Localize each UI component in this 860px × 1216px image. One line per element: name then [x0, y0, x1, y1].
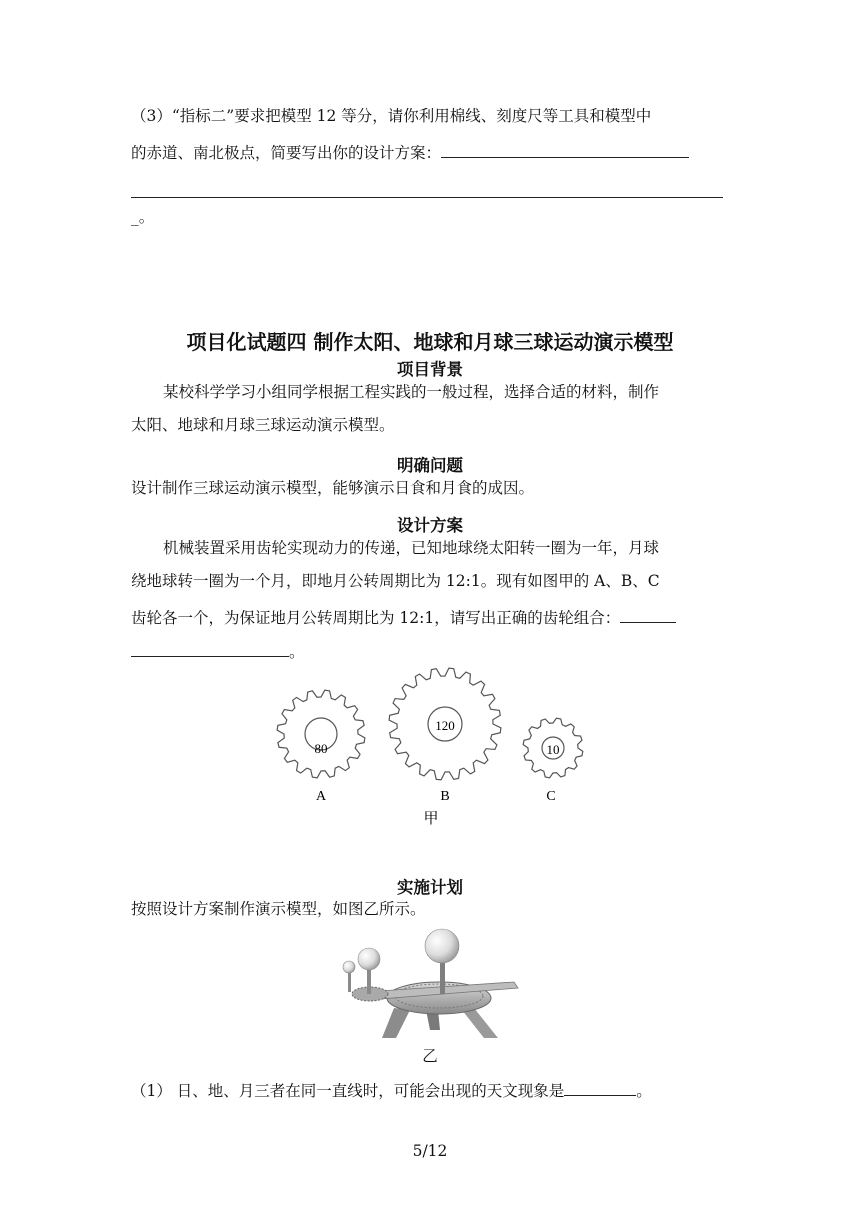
gear-a-teeth: 80 — [314, 741, 328, 756]
plan-heading: 实施计划 — [397, 878, 463, 897]
page-number: 5/12 — [412, 1142, 448, 1160]
design-line-4-end: 。 — [289, 643, 305, 661]
design-line-3 — [131, 608, 676, 628]
model-leg-left — [382, 1008, 410, 1038]
moon-ball — [343, 961, 355, 973]
answer-line[interactable] — [131, 196, 723, 198]
gearA-teeth-outline — [277, 690, 365, 778]
design-line-4 — [131, 642, 305, 662]
design-line-3-text: 齿轮各一个，为保证地月公转周期比为 12:1，请写出正确的齿轮组合： — [131, 609, 621, 627]
gear-a-label: A — [315, 789, 327, 804]
background-heading: 项目背景 — [397, 360, 463, 379]
gear-answer-blank-1[interactable] — [620, 608, 676, 623]
gear-c-teeth: 10 — [546, 742, 560, 757]
design-line-1: 机械装置采用齿轮实现动力的传递，已知地球绕太阳转一圈为一年，月球 — [163, 539, 660, 557]
problem-heading: 明确问题 — [397, 456, 463, 475]
gear-b-teeth: 120 — [435, 718, 455, 733]
gear-a — [277, 690, 365, 778]
orrery-model-illustration — [334, 926, 524, 1046]
gear-answer-blank-2[interactable] — [131, 642, 289, 657]
q3-line-1: （3）“指标二”要求把模型 12 等分，请你利用棉线、刻度尺等工具和模型中 — [131, 107, 652, 125]
gear-c-label: C — [546, 789, 556, 804]
q3-line-3: _。 — [131, 208, 155, 226]
gear-b-label: B — [440, 789, 450, 804]
background-line-2: 太阳、地球和月球三球运动演示模型。 — [131, 416, 395, 434]
section-title: 项目化试题四 制作太阳、地球和月球三球运动演示模型 — [186, 330, 674, 354]
plan-line-1: 按照设计方案制作演示模型，如图乙所示。 — [131, 900, 426, 918]
figure-yi-caption: 乙 — [422, 1047, 438, 1065]
earth-ball — [358, 948, 380, 970]
sun-ball — [425, 929, 459, 963]
design-line-2: 绕地球转一圈为一个月，即地月公转周期比为 12:1。现有如图甲的 A、B、C — [131, 572, 660, 590]
problem-line-1: 设计制作三球运动演示模型，能够演示日食和月食的成因。 — [131, 479, 535, 497]
q1-line — [131, 1081, 652, 1101]
answer-blank[interactable] — [441, 143, 689, 158]
q3-line-2-text: 的赤道、南北极点，简要写出你的设计方案： — [131, 144, 442, 162]
background-line-1: 某校科学学习小组同学根据工程实践的一般过程，选择合适的材料，制作 — [163, 383, 660, 401]
q1-end: 。 — [636, 1082, 652, 1100]
figure-jia-caption: 甲 — [423, 811, 439, 827]
design-heading: 设计方案 — [397, 516, 463, 535]
q1-text: （1） 日、地、月三者在同一直线时，可能会出现的天文现象是 — [131, 1082, 565, 1100]
figure-gears — [262, 664, 602, 834]
q3-line-2 — [131, 143, 689, 163]
model-leg-right — [462, 1008, 498, 1038]
q1-answer-blank[interactable] — [564, 1081, 636, 1096]
